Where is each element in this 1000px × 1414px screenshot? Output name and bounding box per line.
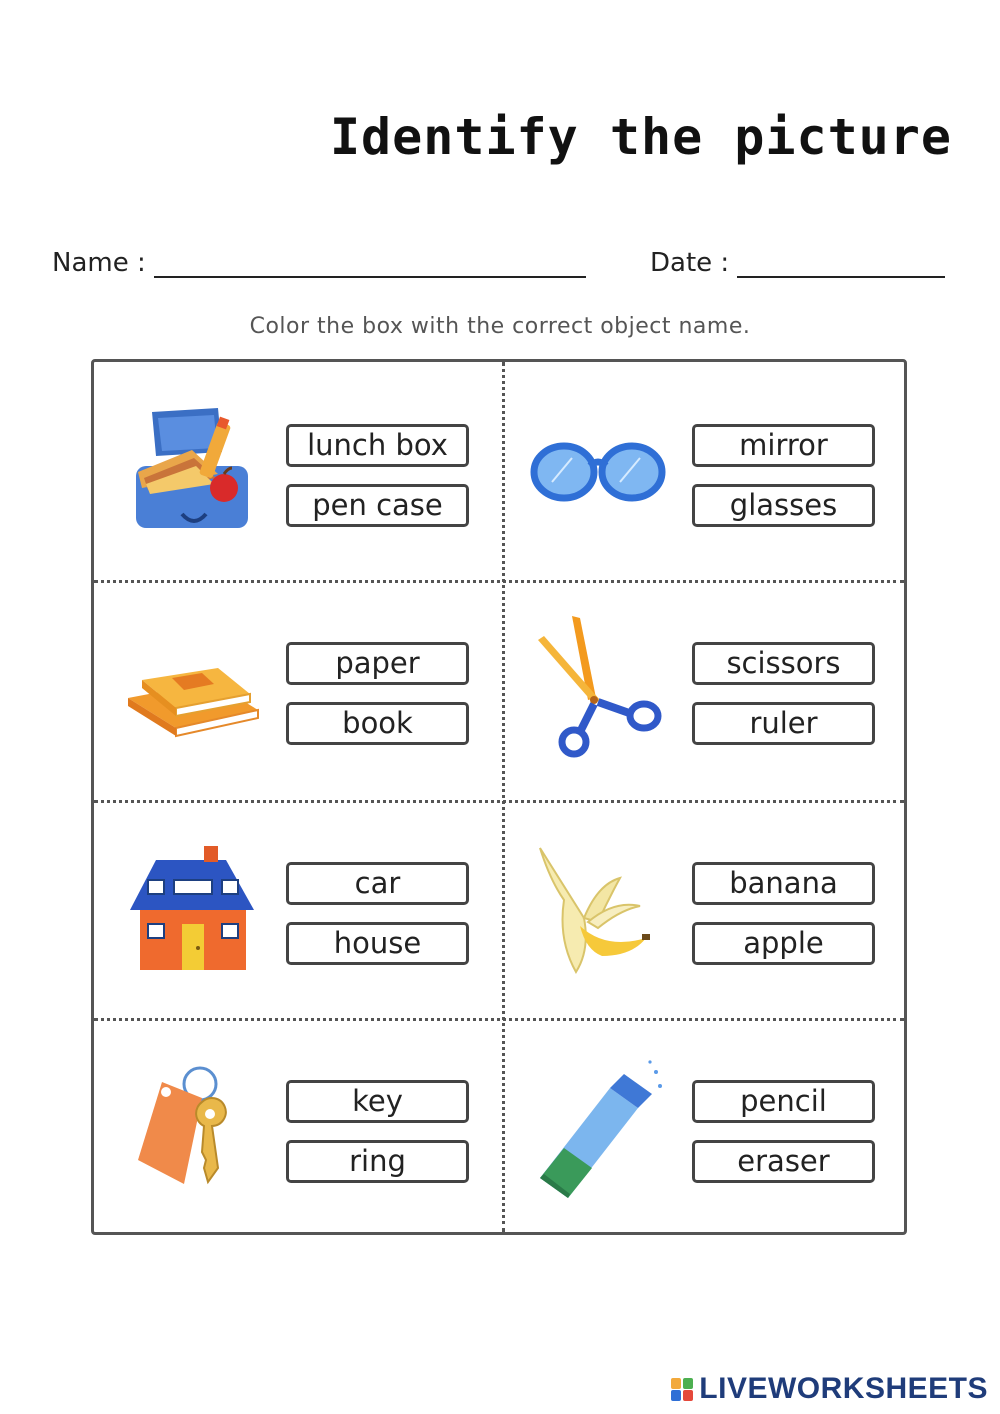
page-title: Identify the picture [329,108,952,166]
lunch-box-icon [122,392,262,542]
grid-cell-key [94,1018,502,1236]
grid-cell-lunch-box [94,362,502,580]
scissors-icon [528,610,668,760]
grid-cell-book [94,580,502,798]
name-field [52,246,586,278]
grid-cell-eraser [502,1018,910,1236]
banana-icon [528,830,668,980]
option-mirror[interactable]: mirror [692,424,875,467]
book-icon [122,610,262,760]
brand-logo [671,1372,988,1406]
name-line[interactable] [154,246,586,278]
option-pencil[interactable]: pencil [692,1080,875,1123]
option-banana[interactable]: banana [692,862,875,905]
grid-cell-house [94,800,502,1018]
brand-text: LIVEWORKSHEETS [699,1372,988,1405]
option-apple[interactable]: apple [692,922,875,965]
grid-cell-scissors [502,580,910,798]
option-scissors[interactable]: scissors [692,642,875,685]
date-label: Date : [650,248,730,278]
glasses-icon [528,392,668,542]
house-icon [122,830,262,980]
date-field [650,246,945,278]
picture-grid [91,359,907,1235]
option-lunch-box[interactable]: lunch box [286,424,469,467]
liveworksheets-logo-icon [671,1376,695,1402]
option-glasses[interactable]: glasses [692,484,875,527]
option-car[interactable]: car [286,862,469,905]
name-label: Name : [52,248,146,278]
eraser-icon [528,1048,668,1198]
option-book[interactable]: book [286,702,469,745]
option-ruler[interactable]: ruler [692,702,875,745]
option-eraser[interactable]: eraser [692,1140,875,1183]
instruction-text: Color the box with the correct object name. [249,314,751,339]
date-line[interactable] [737,246,945,278]
key-icon [122,1048,262,1198]
option-key[interactable]: key [286,1080,469,1123]
grid-cell-banana [502,800,910,1018]
grid-cell-glasses [502,362,910,580]
option-pen-case[interactable]: pen case [286,484,469,527]
option-ring[interactable]: ring [286,1140,469,1183]
option-paper[interactable]: paper [286,642,469,685]
option-house[interactable]: house [286,922,469,965]
